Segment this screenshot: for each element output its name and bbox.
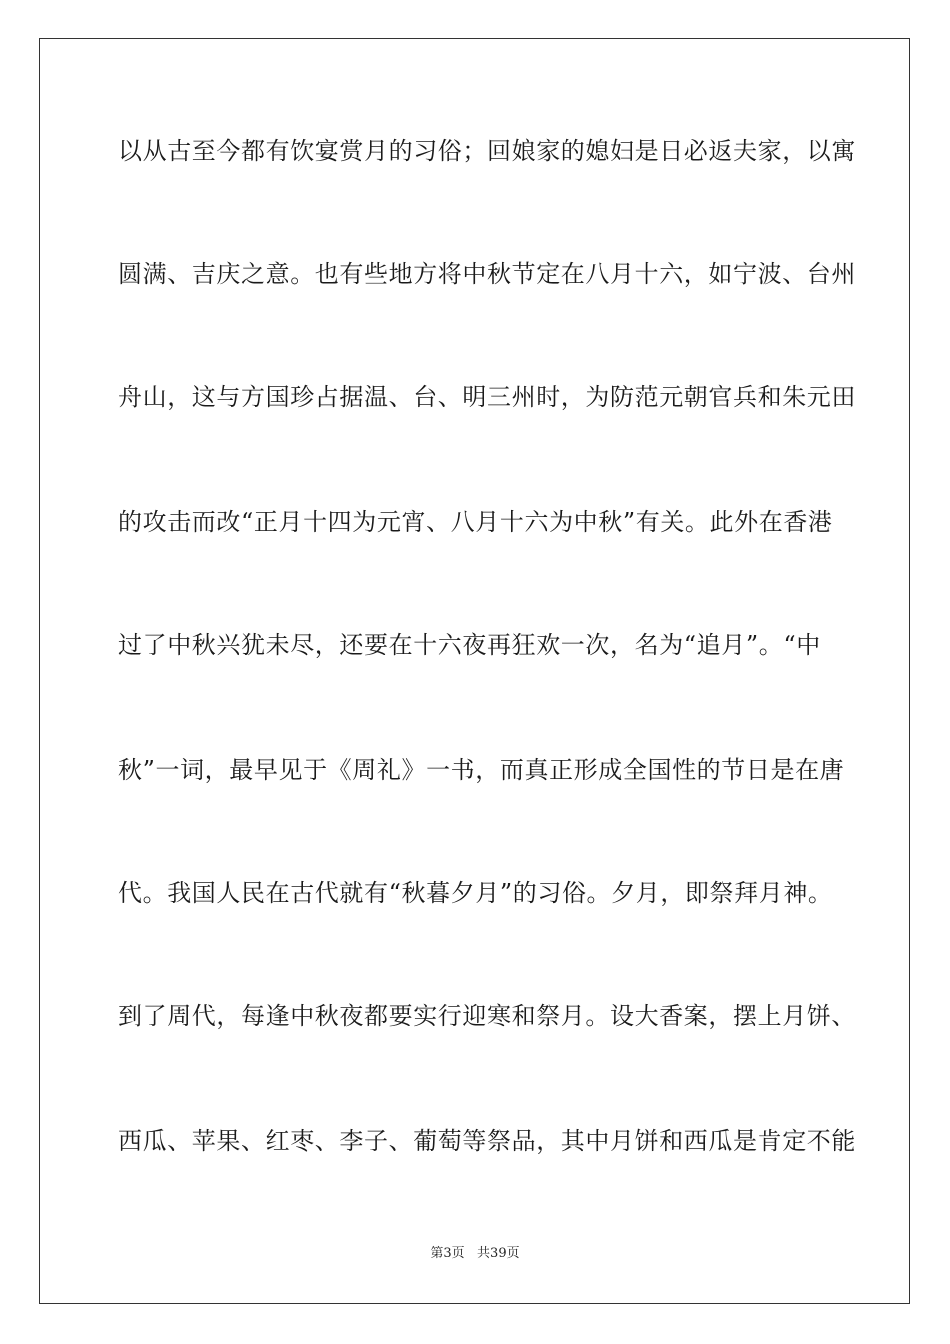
text-line: 代。我国人民在古代就有“秋暮夕月”的习俗。夕月，即祭拜月神。 <box>118 879 833 907</box>
text-line: 舟山，这与方国珍占据温、台、明三州时，为防范元朝官兵和朱元田 <box>118 383 856 411</box>
page-number-footer: 第3页 共39页 <box>430 1246 520 1261</box>
text-line: 到了周代，每逢中秋夜都要实行迎寒和祭月。设大香案，摆上月饼、 <box>118 1002 856 1030</box>
page-border <box>39 38 910 1304</box>
text-line: 的攻击而改“正月十四为元宵、八月十六为中秋”有关。此外在香港 <box>118 508 833 536</box>
text-line: 秋”一词，最早见于《周礼》一书，而真正形成全国性的节日是在唐 <box>118 756 845 784</box>
text-line: 过了中秋兴犹未尽，还要在十六夜再狂欢一次，名为“追月”。“中 <box>118 631 821 659</box>
text-line: 圆满、吉庆之意。也有些地方将中秋节定在八月十六，如宁波、台州 <box>118 260 856 288</box>
text-line: 西瓜、苹果、红枣、李子、葡萄等祭品，其中月饼和西瓜是肯定不能 <box>118 1127 856 1155</box>
text-line: 以从古至今都有饮宴赏月的习俗；回娘家的媳妇是日必返夫家，以寓 <box>118 137 856 165</box>
